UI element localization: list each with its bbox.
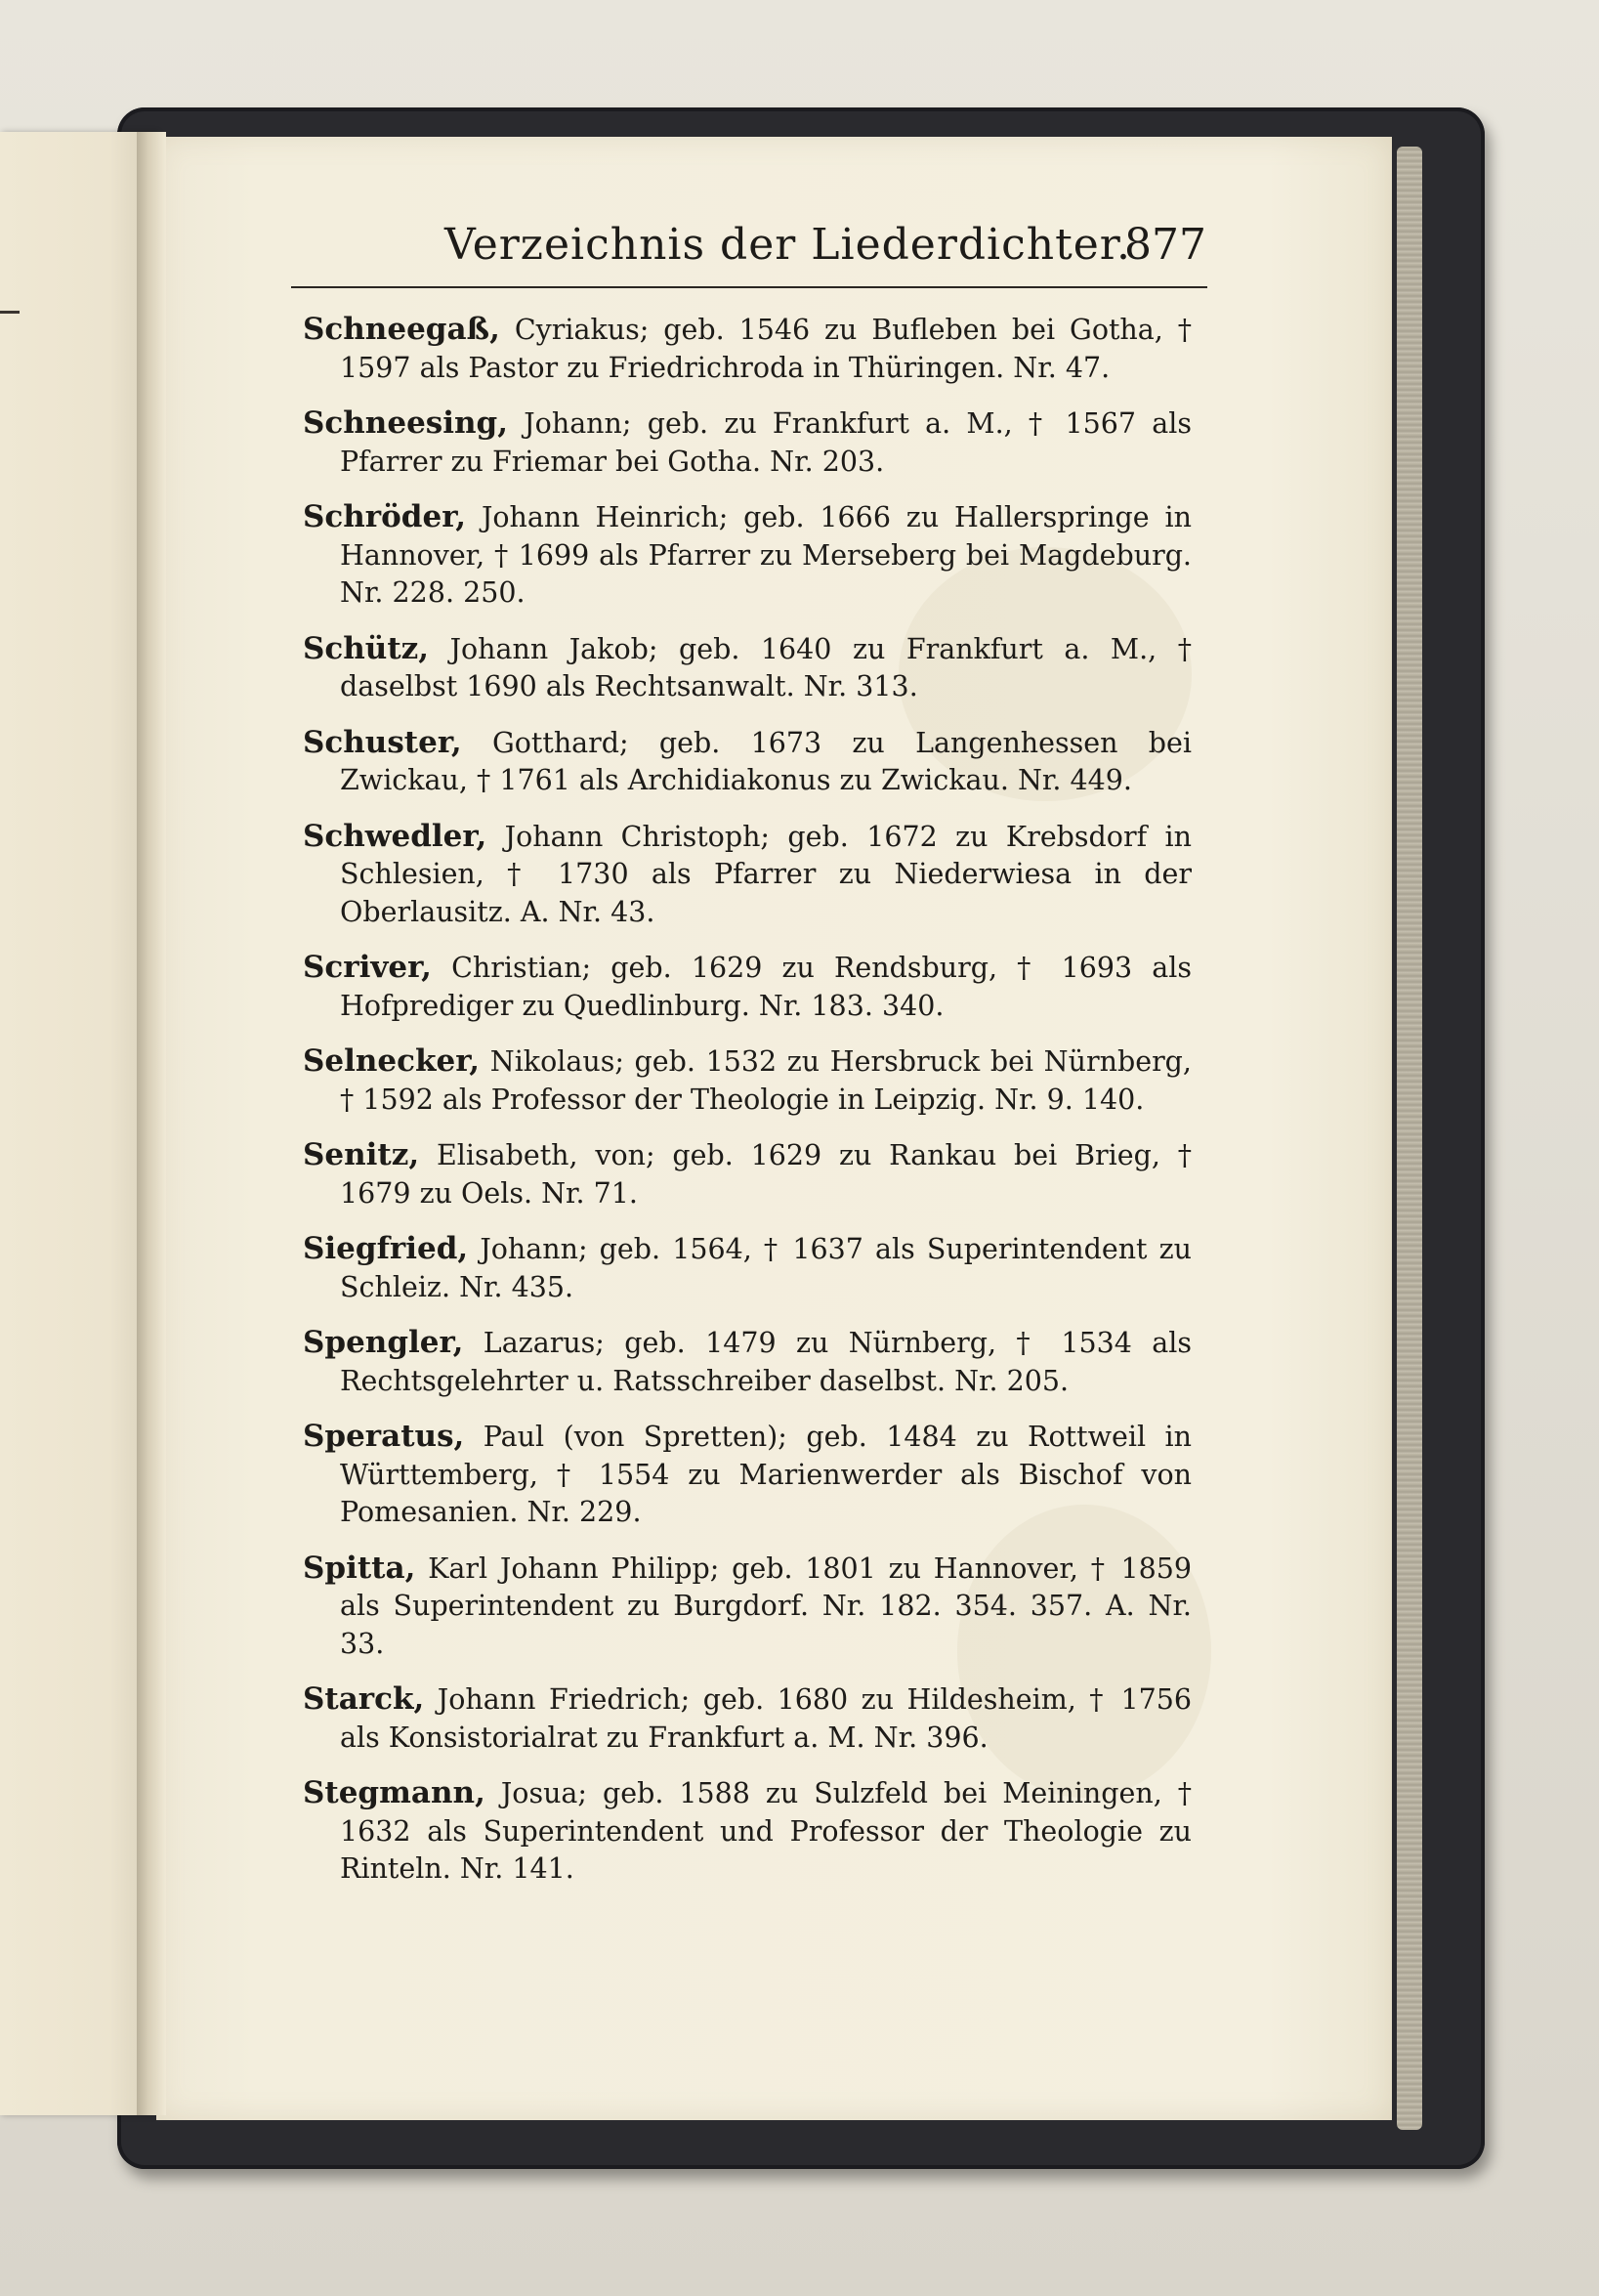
author-index-list [303,311,1192,1906]
entry-author-name: Scriver, [303,950,432,985]
entry-biography: Johann Heinrich; geb. 1666 zu Hallerspringe in Hannover, † 1699 als Pfarrer zu Merseberg bei Magdeburg. Nr. 228. 250. [340,501,1192,609]
index-entry [303,818,1192,932]
entry-author-name: Starck, [303,1681,425,1717]
entry-biography: Paul (von Spretten); geb. 1484 zu Rottweil in Württemberg, † 1554 zu Marienwerder als Bischof von Pomesanien. Nr. 229. [340,1421,1192,1528]
entry-biography: Nikolaus; geb. 1532 zu Hersbruck bei Nürnberg, † 1592 als Professor der Theologie in Leipzig. Nr. 9. 140. [340,1045,1192,1116]
entry-biography: Elisabeth, von; geb. 1629 zu Rankau bei Brieg, † 1679 zu Oels. Nr. 71. [340,1139,1192,1210]
left-page [0,132,156,2115]
running-header-title: Verzeichnis der Liederdichter. [444,220,1131,270]
entry-author-name: Schuster, [303,724,462,760]
entry-biography: Johann; geb. 1564, † 1637 als Superintendent zu Schleiz. Nr. 435. [340,1233,1192,1303]
entry-biography: Christian; geb. 1629 zu Rendsburg, † 1693 als Hofprediger zu Quedlinburg. Nr. 183. 340. [340,952,1192,1022]
index-entry [303,1136,1192,1212]
index-entry [303,311,1192,387]
index-entry [303,724,1192,800]
entry-biography: Cyriakus; geb. 1546 zu Bufleben bei Gotha, † 1597 als Pastor zu Friedrichroda in Thüringen. Nr. 47. [340,314,1193,384]
page-block-edge [1397,147,1422,2130]
index-entry [303,1324,1192,1400]
entry-author-name: Schütz, [303,630,430,666]
index-entry [303,1418,1192,1532]
entry-author-name: Speratus, [303,1419,465,1454]
running-header [288,220,1206,288]
index-entry [303,404,1192,481]
entry-author-name: Siegfried, [303,1231,469,1266]
entry-biography: Johann Jakob; geb. 1640 zu Frankfurt a. M., † daselbst 1690 als Rechtsanwalt. Nr. 313. [340,632,1193,702]
entry-biography: Johann Friedrich; geb. 1680 zu Hildesheim, † 1756 als Konsistorialrat zu Frankfurt a. M. Nr. 396. [340,1683,1192,1754]
index-entry [303,1680,1192,1757]
header-rule [291,286,1207,288]
index-entry [303,949,1192,1025]
entry-author-name: Spitta, [303,1550,416,1586]
entry-author-name: Selnecker, [303,1043,481,1079]
entry-biography: Johann Christoph; geb. 1672 zu Krebsdorf in Schlesien, † 1730 als Pfarrer zu Niederwiesa in der Oberlausitz. A. Nr. 43. [340,820,1192,928]
index-entry [303,1550,1192,1664]
index-entry [303,1230,1192,1306]
entry-biography: Johann; geb. zu Frankfurt a. M., † 1567 als Pfarrer zu Friemar bei Gotha. Nr. 203. [340,407,1192,478]
entry-author-name: Schneesing, [303,405,509,441]
entry-biography: Karl Johann Philipp; geb. 1801 zu Hannover, † 1859 als Superintendent zu Burgdorf. Nr. 182. 354. 357. A. Nr. 33. [340,1552,1192,1660]
entry-author-name: Schwedler, [303,818,487,854]
index-entry [303,1774,1192,1889]
entry-biography: Lazarus; geb. 1479 zu Nürnberg, † 1534 als Rechtsgelehrter u. Ratsschreiber daselbst. Nr. 205. [340,1327,1193,1397]
entry-author-name: Schneegaß, [303,312,500,347]
entry-author-name: Stegmann, [303,1775,485,1810]
entry-author-name: Spengler, [303,1325,464,1360]
index-entry [303,498,1192,613]
entry-author-name: Senitz, [303,1137,420,1172]
index-entry [303,630,1192,706]
index-entry [303,1042,1192,1119]
book-gutter [137,132,166,2115]
entry-author-name: Schröder, [303,499,467,534]
entry-biography: Gotthard; geb. 1673 zu Langenhessen bei Zwickau, † 1761 als Archidiakonus zu Zwickau. Nr. 449. [340,726,1192,796]
left-page-rule-fragment [0,311,20,314]
entry-biography: Josua; geb. 1588 zu Sulzfeld bei Meiningen, † 1632 als Superintendent und Professor der Theologie zu Rinteln. Nr. 141. [340,1777,1192,1885]
page-number: 877 [1124,220,1206,270]
